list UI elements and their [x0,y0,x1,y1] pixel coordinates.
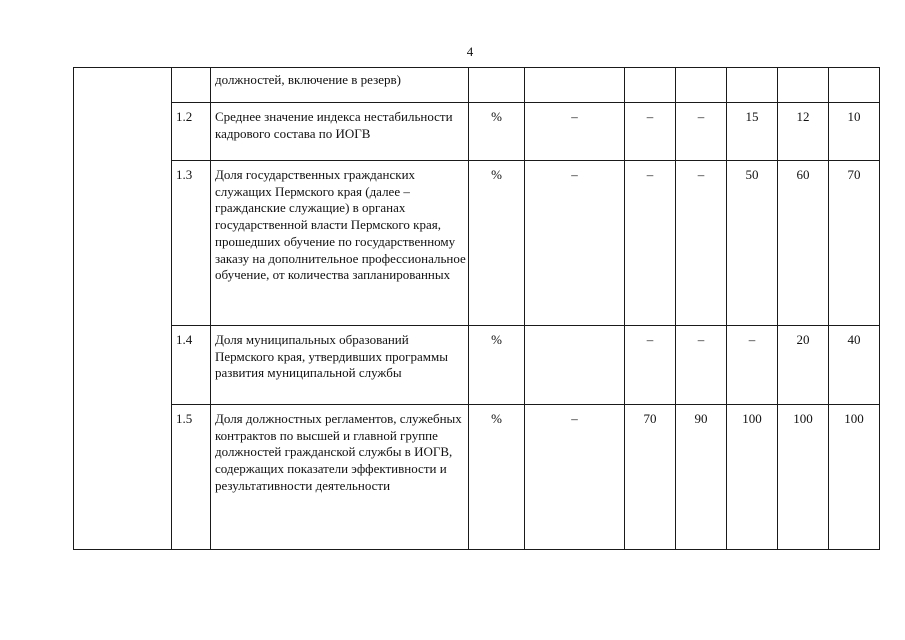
value-cell [676,68,727,103]
value-cell: 12 [778,103,829,161]
base-value-cell: – [525,405,625,550]
indicator-name-cell: Доля государственных гражданских служащих Пермского края (далее – гражданские служащие) в органах государственной власти Пермского края, прошедших обучение по государственному заказу на дополнительное профессиональное обучение, от количества запланированных [211,161,469,326]
value-cell: – [625,103,676,161]
value-cell [829,68,880,103]
page-number: 4 [466,44,474,59]
table-row-continuation [74,68,880,103]
value-cell: 100 [829,405,880,550]
indicators-table [73,67,880,550]
indicator-name-cell: Доля муниципальных образований Пермского края, утвердивших программы развития муниципальной службы [211,326,469,405]
table-row [74,103,880,161]
unit-cell: % [469,405,525,550]
base-value-cell [525,326,625,405]
row-number-cell: 1.2 [172,103,211,161]
row-number-cell [172,68,211,103]
value-cell: 20 [778,326,829,405]
value-cell: – [727,326,778,405]
value-cell: 10 [829,103,880,161]
unit-cell: % [469,161,525,326]
value-cell: – [625,326,676,405]
value-cell: 15 [727,103,778,161]
row-number-cell: 1.5 [172,405,211,550]
value-cell: 50 [727,161,778,326]
value-cell: 100 [727,405,778,550]
value-cell: – [676,161,727,326]
unit-cell: % [469,103,525,161]
row-number-cell: 1.4 [172,326,211,405]
value-cell: – [676,103,727,161]
indicator-name-cell: Среднее значение индекса нестабильности кадрового состава по ИОГВ [211,103,469,161]
base-value-cell: – [525,161,625,326]
indicator-name-cell: Доля должностных регламентов, служебных контрактов по высшей и главной группе должностей гражданской службы в ИОГВ, содержащих показатели эффективности и результативности деятельности [211,405,469,550]
row-number-cell: 1.3 [172,161,211,326]
value-cell: 70 [829,161,880,326]
value-cell: – [676,326,727,405]
value-cell [625,68,676,103]
table-row [74,326,880,405]
base-value-cell: – [525,103,625,161]
value-cell [778,68,829,103]
unit-cell [469,68,525,103]
value-cell: 100 [778,405,829,550]
value-cell: – [625,161,676,326]
indicator-name-cell: должностей, включение в резерв) [211,68,469,103]
table-row [74,405,880,550]
value-cell: 90 [676,405,727,550]
value-cell [727,68,778,103]
unit-cell: % [469,326,525,405]
value-cell: 60 [778,161,829,326]
value-cell: 40 [829,326,880,405]
group-cell [74,68,172,550]
table-row [74,161,880,326]
base-value-cell [525,68,625,103]
value-cell: 70 [625,405,676,550]
